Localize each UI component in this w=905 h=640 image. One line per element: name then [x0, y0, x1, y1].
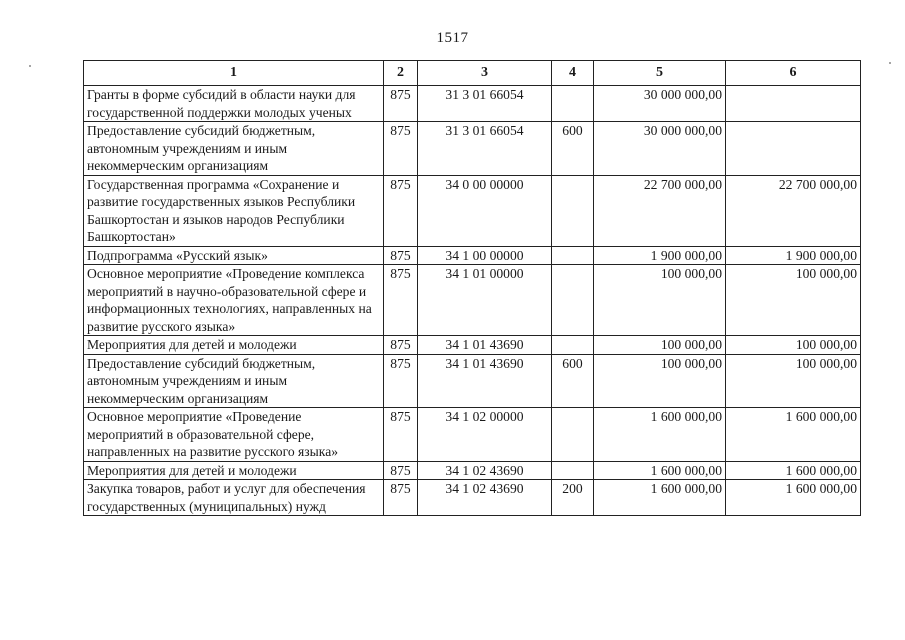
- cell-csr: 34 1 02 43690: [418, 480, 552, 516]
- table-row: [84, 246, 861, 265]
- cell-sum2: 100 000,00: [726, 354, 861, 408]
- table-row: [84, 354, 861, 408]
- cell-vr: [552, 461, 594, 480]
- cell-sum1: 30 000 000,00: [594, 122, 726, 176]
- cell-sum2: 1 600 000,00: [726, 461, 861, 480]
- scan-speck: [29, 65, 31, 67]
- budget-table: [83, 60, 861, 516]
- cell-sum2: 1 600 000,00: [726, 408, 861, 462]
- cell-ved: 875: [384, 480, 418, 516]
- cell-name: Гранты в форме субсидий в области науки для государственной поддержки молодых ученых: [84, 86, 384, 122]
- table-body: [84, 86, 861, 516]
- cell-name: Мероприятия для детей и молодежи: [84, 461, 384, 480]
- cell-csr: 34 0 00 00000: [418, 175, 552, 246]
- cell-vr: [552, 246, 594, 265]
- table-header: [84, 61, 861, 86]
- cell-sum1: 100 000,00: [594, 354, 726, 408]
- cell-csr: 34 1 01 43690: [418, 336, 552, 355]
- cell-name: Предоставление субсидий бюджетным, автономным учреждениям и иным некоммерческим организациям: [84, 122, 384, 176]
- cell-ved: 875: [384, 265, 418, 336]
- column-header-5: 5: [594, 61, 726, 86]
- cell-sum1: 100 000,00: [594, 336, 726, 355]
- cell-name: Основное мероприятие «Проведение мероприятий в образовательной сфере, направленных на развитие русского языка»: [84, 408, 384, 462]
- cell-csr: 34 1 02 43690: [418, 461, 552, 480]
- cell-name: Мероприятия для детей и молодежи: [84, 336, 384, 355]
- cell-ved: 875: [384, 86, 418, 122]
- cell-vr: [552, 86, 594, 122]
- cell-sum2: 1 600 000,00: [726, 480, 861, 516]
- cell-sum1: 22 700 000,00: [594, 175, 726, 246]
- cell-ved: 875: [384, 354, 418, 408]
- cell-sum1: 1 600 000,00: [594, 480, 726, 516]
- cell-sum2: 100 000,00: [726, 336, 861, 355]
- cell-csr: 31 3 01 66054: [418, 86, 552, 122]
- cell-ved: 875: [384, 408, 418, 462]
- cell-name: Подпрограмма «Русский язык»: [84, 246, 384, 265]
- cell-csr: 31 3 01 66054: [418, 122, 552, 176]
- cell-vr: 600: [552, 122, 594, 176]
- cell-ved: 875: [384, 175, 418, 246]
- column-header-4: 4: [552, 61, 594, 86]
- table-row: [84, 336, 861, 355]
- cell-vr: 600: [552, 354, 594, 408]
- cell-sum2: 22 700 000,00: [726, 175, 861, 246]
- cell-vr: [552, 265, 594, 336]
- cell-name: Закупка товаров, работ и услуг для обеспечения государственных (муниципальных) нужд: [84, 480, 384, 516]
- cell-csr: 34 1 01 00000: [418, 265, 552, 336]
- cell-sum2: 1 900 000,00: [726, 246, 861, 265]
- cell-csr: 34 1 00 00000: [418, 246, 552, 265]
- cell-sum2: [726, 86, 861, 122]
- cell-sum1: 30 000 000,00: [594, 86, 726, 122]
- cell-vr: [552, 336, 594, 355]
- cell-ved: 875: [384, 461, 418, 480]
- cell-csr: 34 1 02 00000: [418, 408, 552, 462]
- table-row: [84, 122, 861, 176]
- cell-name: Предоставление субсидий бюджетным, автономным учреждениям и иным некоммерческим организациям: [84, 354, 384, 408]
- table-row: [84, 461, 861, 480]
- cell-ved: 875: [384, 122, 418, 176]
- cell-sum1: 1 600 000,00: [594, 461, 726, 480]
- page-number: 1517: [436, 30, 469, 46]
- column-header-6: 6: [726, 61, 861, 86]
- cell-name: Государственная программа «Сохранение и развитие государственных языков Республики Башкортостан и языков народов Республики Башкортостан»: [84, 175, 384, 246]
- scan-speck: [889, 62, 891, 64]
- cell-vr: 200: [552, 480, 594, 516]
- cell-sum1: 1 900 000,00: [594, 246, 726, 265]
- cell-vr: [552, 408, 594, 462]
- cell-csr: 34 1 01 43690: [418, 354, 552, 408]
- cell-sum1: 1 600 000,00: [594, 408, 726, 462]
- table-row: [84, 86, 861, 122]
- column-header-1: 1: [84, 61, 384, 86]
- cell-sum2: [726, 122, 861, 176]
- cell-sum1: 100 000,00: [594, 265, 726, 336]
- cell-name: Основное мероприятие «Проведение комплекса мероприятий в научно-образовательной сфере и информационных технологиях, направленных на развитие русского языка»: [84, 265, 384, 336]
- header-row: [84, 61, 861, 86]
- table-row: [84, 175, 861, 246]
- table-row: [84, 265, 861, 336]
- cell-sum2: 100 000,00: [726, 265, 861, 336]
- column-header-3: 3: [418, 61, 552, 86]
- cell-vr: [552, 175, 594, 246]
- table-row: [84, 408, 861, 462]
- cell-ved: 875: [384, 336, 418, 355]
- table-row: [84, 480, 861, 516]
- cell-ved: 875: [384, 246, 418, 265]
- column-header-2: 2: [384, 61, 418, 86]
